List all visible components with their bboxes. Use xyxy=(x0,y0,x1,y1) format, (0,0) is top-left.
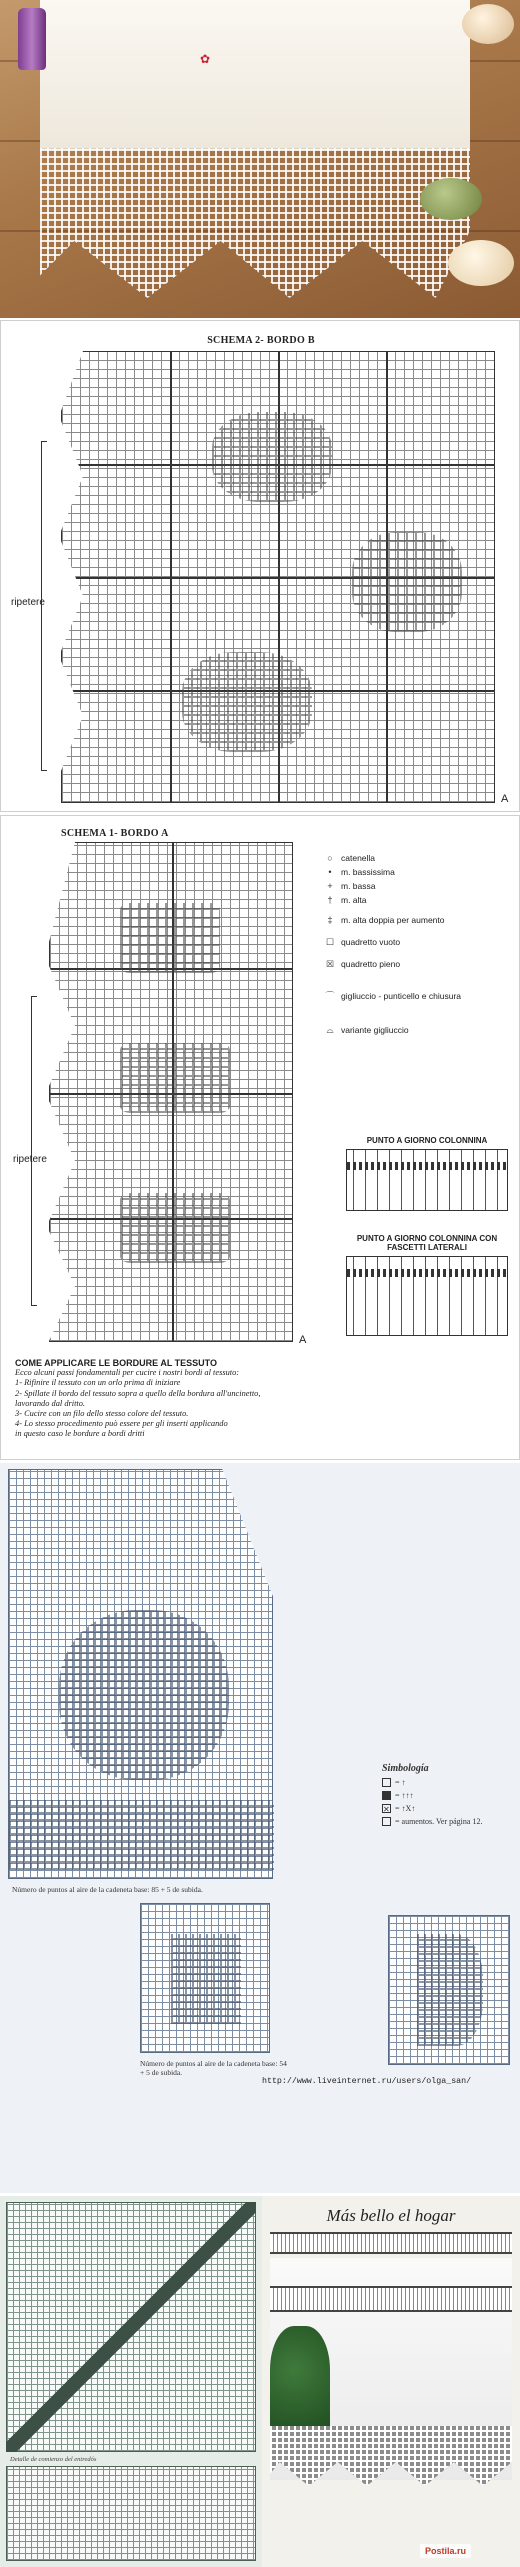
soap-bottle-icon xyxy=(18,8,46,70)
bird-motif xyxy=(120,1043,230,1113)
chart-caption: Número de puntos al aire de la cadeneta base: 85 + 5 de subida. xyxy=(12,1885,203,1894)
soap-bar-icon xyxy=(420,178,482,220)
technique-fascetti xyxy=(346,1234,508,1336)
treble-increase-icon: ‡ xyxy=(327,915,333,925)
letter-b-chart-grid xyxy=(388,1915,510,2065)
detail-chart-grid xyxy=(6,2466,256,2561)
instructions-heading: COME APPLICARE LE BORDURE AL TESSUTO xyxy=(15,1358,218,1368)
legend-label: variante gigliuccio xyxy=(341,1025,409,1036)
border-chart-grid xyxy=(8,1469,273,1879)
repeat-brace xyxy=(31,996,37,1306)
letter-b-motif xyxy=(417,1934,483,2046)
watermark-logo: Postila.ru xyxy=(420,2544,471,2558)
embroidered-cross-icon: ✿ xyxy=(200,52,211,66)
technique-title: PUNTO A GIORNO COLONNINA xyxy=(366,1136,488,1145)
repeat-label: ripetere xyxy=(11,597,45,608)
legend-label: catenella xyxy=(341,853,376,864)
needle-illustration xyxy=(346,1149,508,1211)
technique-title: PUNTO A GIORNO COLONNINA CON FASCETTI LATERALI xyxy=(356,1234,498,1252)
chart-caption: Número de puntos al aire de la cadeneta base: 54 + 5 de subida. xyxy=(140,2059,287,2077)
filled-square-icon: ☒ xyxy=(325,959,335,969)
legend-label: = aumentos. Ver página 12. xyxy=(395,1817,483,1826)
symbol-legend xyxy=(319,854,517,1094)
empty-square-icon xyxy=(382,1778,391,1787)
legend-label: = ↑ xyxy=(395,1778,406,1787)
instruction-step: in questo caso le bordure a bordi dritti xyxy=(15,1429,145,1439)
simbologia-title: Simbología xyxy=(382,1763,429,1774)
legend-label: = ↑↑↑ xyxy=(395,1791,414,1800)
legend-label: m. alta doppia per aumento xyxy=(341,915,445,926)
single-crochet-icon: + xyxy=(327,881,333,891)
legend-label: gigliuccio - punticello e chiusura xyxy=(341,991,462,1002)
schema1-panel xyxy=(0,815,520,1460)
bird-motif xyxy=(120,1193,230,1263)
instructions-intro: Ecco alcuni passi fondamentali per cucire i nostri bordi al tessuto: xyxy=(15,1368,240,1378)
border-band xyxy=(9,1800,274,1870)
schema2-panel xyxy=(0,320,520,812)
schema2-grid xyxy=(61,351,495,803)
crochet-lace-border xyxy=(40,148,470,298)
filled-square-icon xyxy=(382,1791,391,1800)
technique-colonnina xyxy=(346,1136,508,1211)
letter-chart-grid xyxy=(140,1903,270,2053)
bottom-panel xyxy=(0,2196,520,2567)
slip-stitch-icon: • xyxy=(328,867,332,877)
lace-insert-band xyxy=(270,2286,512,2312)
lace-insert-band xyxy=(270,2232,512,2254)
instruction-step: 1- Rifinire il tessuto con un orlo prima di iniziare xyxy=(15,1378,181,1388)
linen-towel xyxy=(40,0,470,150)
application-instructions xyxy=(15,1358,335,1440)
flower-motif xyxy=(182,652,312,752)
schema2-title: SCHEMA 2- BORDO B xyxy=(207,335,315,346)
flower-motif xyxy=(212,412,332,502)
plant-icon xyxy=(270,2326,330,2436)
instruction-step: 2- Spillate il bordo del tessuto sopra a quello della bordura all'uncinetto, xyxy=(15,1388,261,1398)
instruction-step: lavorando dal dritto. xyxy=(15,1398,86,1408)
bird-motif xyxy=(120,903,220,973)
soap-bar-icon xyxy=(448,240,514,286)
chain-icon: ○ xyxy=(327,853,333,863)
empty-square-icon: ☐ xyxy=(325,937,335,947)
instruction-step: 3- Cucire con un filo dello stesso colore del tessuto. xyxy=(15,1409,189,1419)
magazine-title: Más bello el hogar xyxy=(326,2206,456,2225)
increase-icon xyxy=(382,1817,391,1826)
double-crochet-icon: † xyxy=(327,895,333,905)
blue-chart-panel xyxy=(0,1463,520,2193)
simbologia-legend xyxy=(382,1763,512,1830)
legend-label: m. bassissima xyxy=(341,867,395,878)
cross-square-icon: ✕ xyxy=(383,1805,390,1814)
repeat-label: ripetere xyxy=(13,1154,47,1165)
soap-bar-icon xyxy=(462,4,514,44)
diagonal-motif xyxy=(6,2202,256,2452)
legend-label: m. alta xyxy=(341,895,367,906)
chart-caption: Detalle de comienzo del entredós xyxy=(10,2456,97,2463)
flower-motif xyxy=(59,1610,229,1780)
lily-stitch-icon: ⌒ xyxy=(325,991,335,1001)
magazine-page xyxy=(262,2196,520,2567)
needle-illustration xyxy=(346,1256,508,1336)
flower-motif xyxy=(352,532,462,632)
source-url[interactable]: http://www.liveinternet.ru/users/olga_san/ xyxy=(262,2077,472,2086)
corner-letter: A xyxy=(299,1334,307,1346)
legend-label: quadretto pieno xyxy=(341,959,401,970)
schema1-grid xyxy=(49,842,293,1342)
schema1-title: SCHEMA 1- BORDO A xyxy=(61,828,169,839)
legend-label: = ↑X↑ xyxy=(395,1804,416,1813)
photo-panel xyxy=(0,0,520,318)
letter-motif xyxy=(171,1934,241,2024)
corner-letter: A xyxy=(501,793,509,805)
instruction-step: 4- Lo stesso procedimento può essere per gli inserti applicando xyxy=(15,1419,228,1429)
lily-variant-icon: ⌓ xyxy=(326,1025,334,1035)
legend-label: m. bassa xyxy=(341,881,376,892)
legend-label: quadretto vuoto xyxy=(341,937,401,948)
